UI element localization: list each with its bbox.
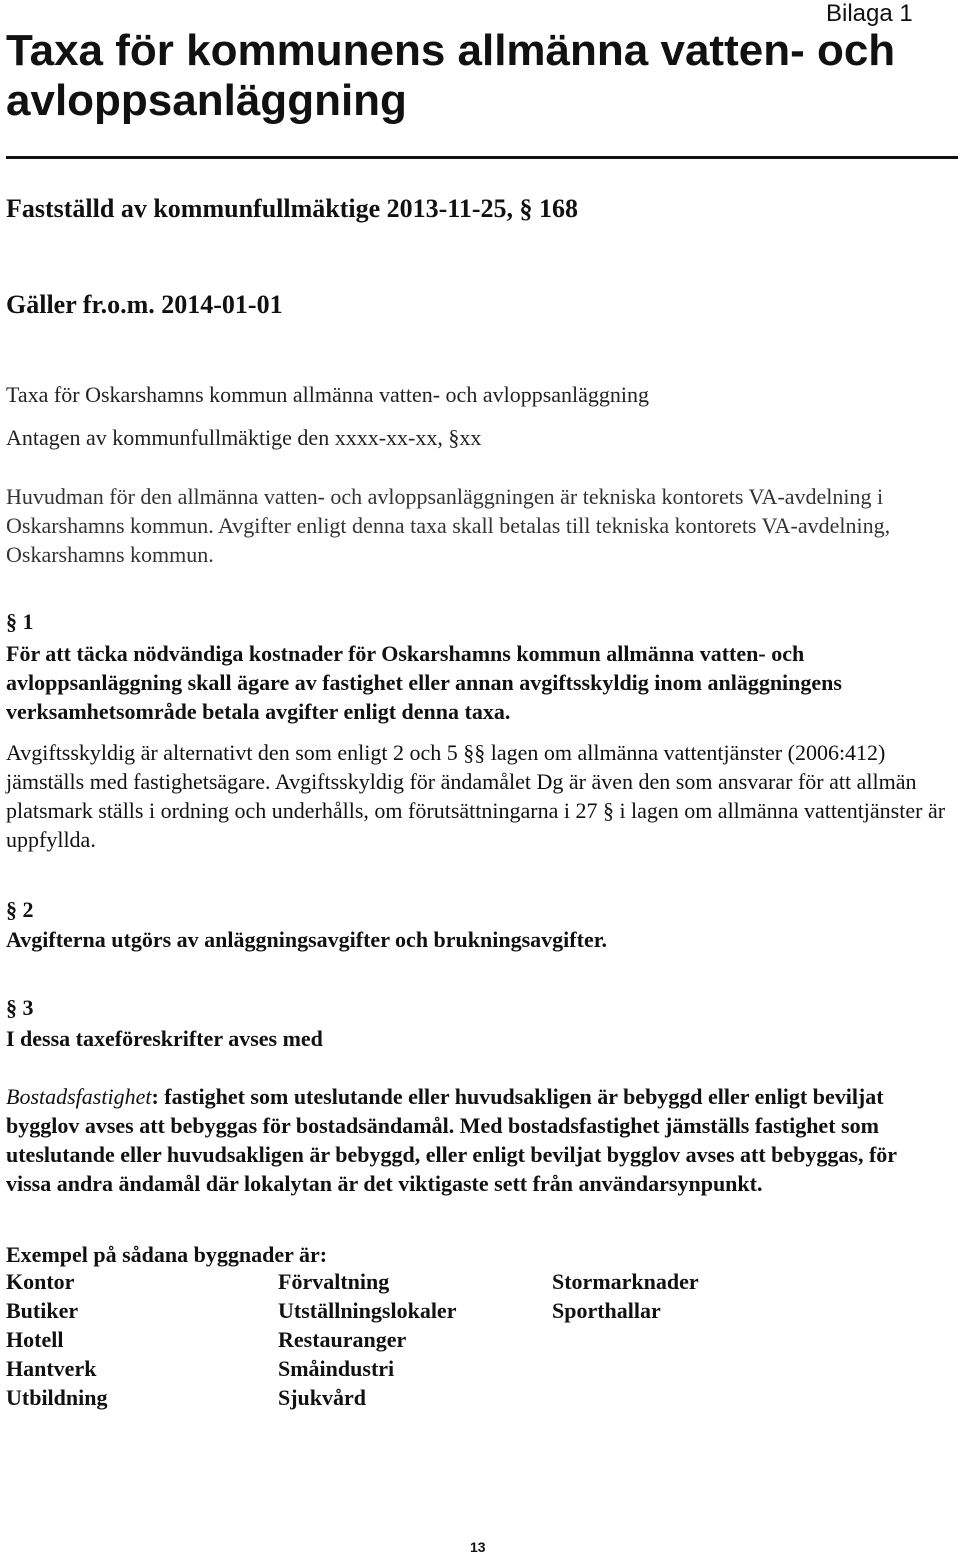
- example-item: Sporthallar: [552, 1298, 661, 1323]
- adopted-line: Fastställd av kommunfullmäktige 2013-11-25, § 168: [6, 194, 579, 223]
- definition-paragraph: [6, 1082, 946, 1198]
- section-3-text: I dessa taxeföreskrifter avses med: [6, 1026, 323, 1051]
- section-2-text: Avgifterna utgörs av anläggningsavgifter och brukningsavgifter.: [6, 927, 607, 952]
- example-item: Butiker: [6, 1298, 79, 1323]
- regulation-title: Taxa för Oskarshamns kommun allmänna vatten- och avloppsanläggning: [6, 382, 650, 407]
- appendix-label: Bilaga 1: [826, 0, 913, 27]
- title-divider: [6, 156, 958, 159]
- section-1-text: Avgiftsskyldig är alternativt den som enligt 2 och 5 §§ lagen om allmänna vattentjänster (2006:412) jämställs med fastighetsägare. Avgiftsskyldig för ändamålet Dg är även den som ansvarar för att allmän platsmark ställs i ordning och underhålls, om förutsättningarna i 27 § i lagen om allmänna vattentjänster är uppfyllda.: [6, 740, 946, 852]
- section-1-bold-text: För att täcka nödvändiga kostnader för Oskarshamns kommun allmänna vatten- och avloppsanläggning skall ägare av fastighet eller annan avgiftsskyldig inom anläggningens verksamhetsområde betala avgifter enligt denna taxa.: [6, 641, 842, 724]
- principal-paragraph: Huvudman för den allmänna vatten- och avloppsanläggningen är tekniska kontorets VA-avdelning i Oskarshamns kommun. Avgifter enligt denna taxa skall betalas till tekniska kontorets VA-avdelning, Oskarshamns kommun.: [6, 484, 891, 567]
- example-item: Utbildning: [6, 1385, 108, 1410]
- example-item: Förvaltning: [278, 1269, 390, 1294]
- example-item: Stormarknader: [552, 1269, 699, 1294]
- example-item: Hantverk: [6, 1356, 97, 1381]
- example-item: Restauranger: [278, 1327, 407, 1352]
- example-item: Småindustri: [278, 1356, 395, 1381]
- document-title: Taxa för kommunens allmänna vatten- och avloppsanläggning: [6, 26, 896, 125]
- definition-term: Bostadsfastighet: [6, 1084, 152, 1109]
- section-2-heading: § 2: [6, 897, 34, 922]
- valid-from-line: Gäller fr.o.m. 2014-01-01: [6, 290, 283, 319]
- section-3-heading: § 3: [6, 995, 34, 1020]
- definition-text: : fastighet som uteslutande eller huvudsakligen är bebyggd eller enligt beviljat bygglov avses att bebyggas för bostadsändamål. Med bostadsfastighet jämställs fastighet som uteslutande eller huvudsakligen är bebyggd, eller enligt beviljat bygglov avses att bebyggas, för vissa andra ändamål där lokalytan är det viktigaste sett från användarsynpunkt.: [6, 1084, 897, 1196]
- example-item: Hotell: [6, 1327, 64, 1352]
- example-item: Utställningslokaler: [278, 1298, 457, 1323]
- page-number: 13: [470, 1539, 486, 1555]
- section-1-heading: § 1: [6, 609, 34, 634]
- example-item: Kontor: [6, 1269, 75, 1294]
- examples-heading: Exempel på sådana byggnader är:: [6, 1242, 328, 1267]
- regulation-adopted: Antagen av kommunfullmäktige den xxxx-xx-xx, §xx: [6, 425, 482, 450]
- example-item: Sjukvård: [278, 1385, 367, 1410]
